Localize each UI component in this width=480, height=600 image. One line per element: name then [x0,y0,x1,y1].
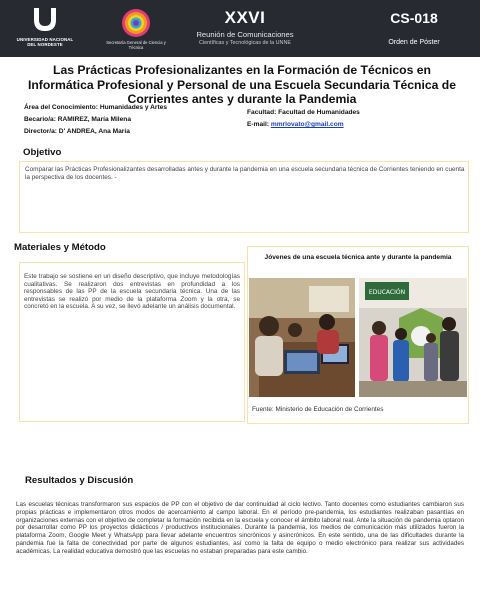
banner-text: EDUCACIÓN [368,289,406,296]
poster-order-label: Orden de Póster [388,39,440,46]
university-name: UNIVERSIDAD NACIONAL DEL NORDESTE [16,37,74,47]
email-row [247,121,344,128]
resultados-heading: Resultados y Discusión [25,475,134,486]
classroom-photo-icon [249,278,355,397]
header-bar [0,0,480,57]
sgct-logo-icon [121,8,151,38]
conference-subtitle: Científicas y Tecnológicas de la UNNE [199,40,291,46]
classroom-photo [249,278,355,397]
objetivo-heading: Objetivo [23,147,62,158]
director-name: Director/a: D' ANDREA, Ana María [24,128,130,135]
secretaria-name: Secretaría General de Ciencia y Técnica [106,40,166,50]
materiales-heading: Materiales y Método [14,242,106,253]
group-photo [359,278,467,397]
email-label: E-mail: [247,121,269,128]
conference-number: XXVI [224,8,266,27]
knowledge-area: Área del Conocimiento: Humanidades y Artes [24,104,168,111]
unne-logo-icon [30,6,60,34]
photos-title: Jóvenes de una escuela técnica ante y durante la pandemia [264,254,452,261]
resultados-text: Las escuelas técnicas transformaron sus espacios de PP con el objetivo de dar continuidad al ciclo lectivo. Tanto docentes como estudiantes cambiaron sus propias prácticas e implementaron otros modos de acercamiento al campo laboral. En el período pre-pandemia, los estudiantes realizaban pasantías en organizaciones externas con el objetivo de completar la formación recibida en la escuela y conocer el ámbito laboral real. Ante la situación de pandemia optaron por desarrollar como PP los proyectos didácticos / productivos institucionales. Durante la pandemia, los medios de comunicación más utilizados fueron la plataforma Zoom, Google Meet y WhatsApp para llevar adelante encuentros sincrónicos y asincrónicos. En este sentido, una de las dificultades durante la pandemia fue la falta de conectividad por parte de algunos estudiantes, así como la falta de equipo o medio electrónico para realizar sus actividades académicas. La realidad educativa demostró que las escuelas no estaban preparadas para este cambio. [16,501,464,555]
materiales-text: Este trabajo se sostiene en un diseño descriptivo, que incluye metodologías cualitativas. Se realizaron dos entrevistas en profundidad a los responsables de las PP de la escuela secundaria técnica. Una de las entrevistas se realizó por medio de la plataforma Zoom y la otra, se concretó en la escuela. A su vez, se llevó adelante un análisis documental. [24,273,240,311]
poster-code: CS-018 [390,10,438,26]
photos-source: Fuente: Ministerio de Educación de Corrientes [252,406,384,413]
group-photo-icon [359,278,467,397]
conference-name: Reunión de Comunicaciones [196,30,294,39]
faculty-name: Facultad: Facultad de Humanidades [247,109,360,116]
objetivo-text: Comparar las Prácticas Profesionalizantes desarrolladas antes y durante la pandemia en una escuela secundaria técnica de Corrientes teniendo en cuenta la perspectiva de los docentes. - [25,166,465,181]
email-link[interactable]: mmrlovato@gmail.com [270,121,344,128]
fellow-name: Becario/a: RAMIREZ, María Milena [24,116,131,123]
poster-title: Las Prácticas Profesionalizantes en la Formación de Técnicos en Informática Profesional y Personal de una Escuela Secundaria Técnica de Corrientes antes y durante la Pandemia [27,63,457,106]
